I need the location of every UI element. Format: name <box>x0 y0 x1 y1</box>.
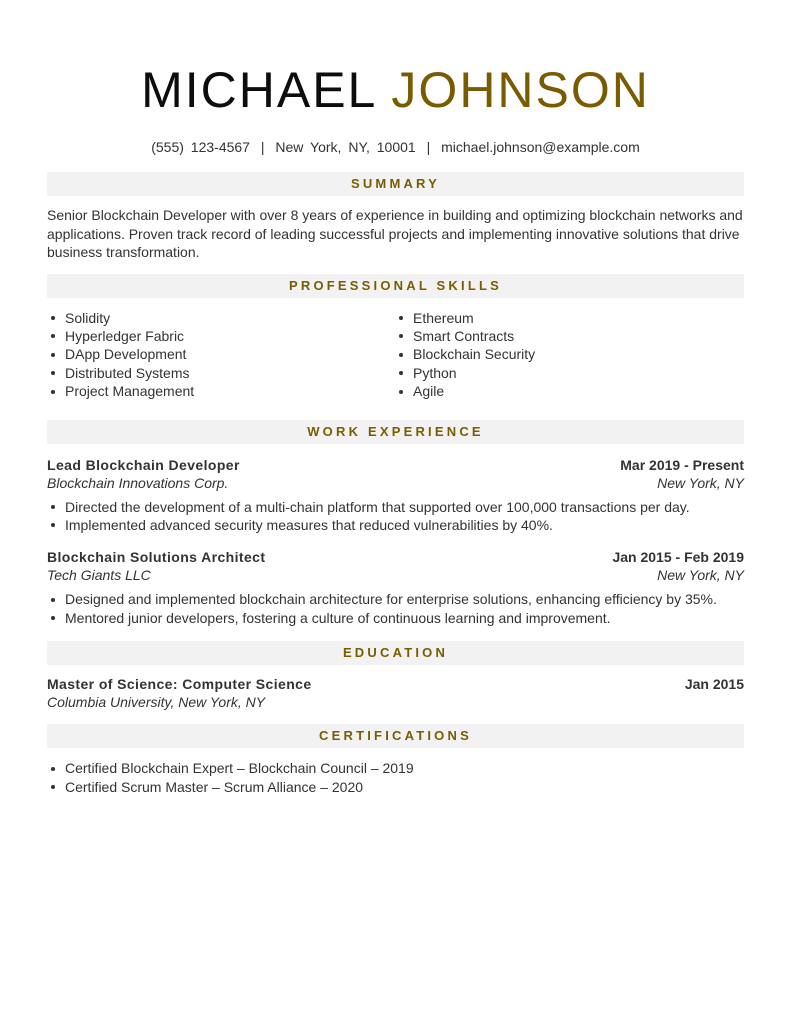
skill-item: Smart Contracts <box>395 327 743 345</box>
job-title: Lead Blockchain Developer <box>47 456 240 473</box>
certifications-list <box>47 759 744 796</box>
phone: (555) 123-4567 <box>151 139 250 155</box>
job-company: Tech Giants LLC <box>47 567 151 584</box>
education-subheader <box>47 693 744 711</box>
skill-item: Solidity <box>47 309 395 327</box>
email-link[interactable]: michael.johnson@example.com <box>441 139 640 155</box>
job-subheader <box>47 566 744 584</box>
job-bullets <box>47 498 744 535</box>
work-experience-heading: WORK EXPERIENCE <box>47 420 744 444</box>
job-bullet: Designed and implemented blockchain architecture for enterprise solutions, enhancing efficiency by 35%. <box>47 590 744 608</box>
skill-item: Project Management <box>47 382 395 400</box>
skill-item: Distributed Systems <box>47 364 395 382</box>
school: Columbia University, New York, NY <box>47 694 266 711</box>
education-header <box>47 675 744 693</box>
skill-item: Python <box>395 364 743 382</box>
skill-item: Agile <box>395 382 743 400</box>
education-heading: EDUCATION <box>47 641 744 665</box>
skills-heading: PROFESSIONAL SKILLS <box>47 274 744 298</box>
candidate-name <box>47 62 744 118</box>
job-company: Blockchain Innovations Corp. <box>47 474 229 491</box>
summary-text: Senior Blockchain Developer with over 8 years of experience in building and optimizing blockchain networks and applications. Proven track record of leading successful projects and implementing innovative solutions that drive business transformation. <box>47 207 743 260</box>
separator: | <box>260 139 265 155</box>
first-name: MICHAEL <box>141 62 376 118</box>
skills-column-left <box>47 309 395 401</box>
job-dates: Mar 2019 - Present <box>620 456 744 473</box>
last-name: JOHNSON <box>391 62 650 118</box>
skill-item: DApp Development <box>47 345 395 363</box>
certifications-heading: CERTIFICATIONS <box>47 724 744 748</box>
skills-column-right <box>395 309 743 401</box>
job-subheader <box>47 474 744 492</box>
separator: | <box>426 139 431 155</box>
skill-item: Ethereum <box>395 309 743 327</box>
job-bullet: Implemented advanced security measures that reduced vulnerabilities by 40%. <box>47 516 744 534</box>
skill-item: Hyperledger Fabric <box>47 327 395 345</box>
skills-list <box>47 309 744 401</box>
job-location: New York, NY <box>657 567 744 584</box>
location: New York, NY, 10001 <box>275 139 416 155</box>
summary-heading: SUMMARY <box>47 172 744 196</box>
job-title: Blockchain Solutions Architect <box>47 549 266 566</box>
job-entry <box>47 456 744 535</box>
job-entry <box>47 548 744 627</box>
degree: Master of Science: Computer Science <box>47 676 312 693</box>
job-bullets <box>47 590 744 627</box>
skill-item: Blockchain Security <box>395 345 743 363</box>
job-location: New York, NY <box>657 474 744 491</box>
job-bullet: Directed the development of a multi-chain platform that supported over 100,000 transactions per day. <box>47 498 744 516</box>
certification-item: Certified Blockchain Expert – Blockchain Council – 2019 <box>47 759 744 777</box>
education-date: Jan 2015 <box>684 676 744 693</box>
job-bullet: Mentored junior developers, fostering a culture of continuous learning and improvement. <box>47 609 744 627</box>
education-entry <box>47 675 744 711</box>
resume-page <box>0 62 791 1024</box>
job-dates: Jan 2015 - Feb 2019 <box>612 549 744 566</box>
contact-line <box>47 138 744 156</box>
job-header <box>47 548 744 566</box>
job-header <box>47 456 744 474</box>
certification-item: Certified Scrum Master – Scrum Alliance – 2020 <box>47 778 744 796</box>
